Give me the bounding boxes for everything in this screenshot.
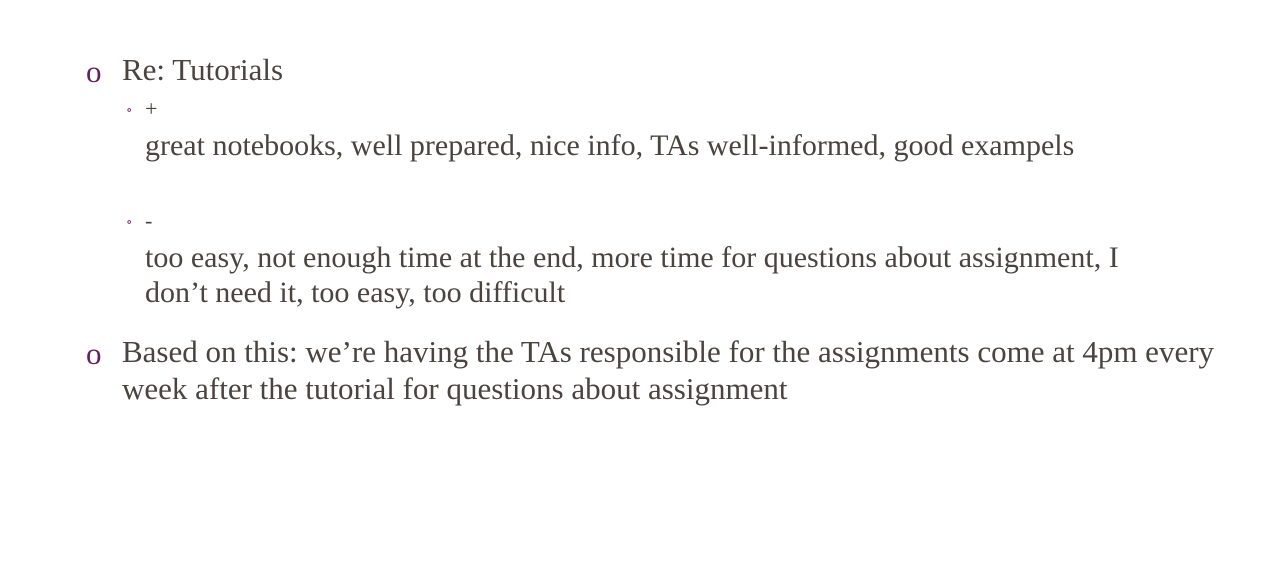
- bullet-text-based-on-this: Based on this: we’re having the TAs responsible for the assignments come at 4pm every week after the tutorial for questions about assignment: [122, 334, 1215, 406]
- bullet-icon: o: [86, 336, 102, 371]
- bullet-text-tutorials: Re: Tutorials: [122, 52, 284, 87]
- sub-bullet-icon: ∘: [126, 102, 133, 117]
- negative-feedback-text: too easy, not enough time at the end, more time for questions about assignment, I don’t need it, too easy, too difficult: [145, 241, 1119, 309]
- sub-bullet-icon: ∘: [126, 214, 133, 229]
- plus-marker: +: [145, 96, 158, 121]
- bullet-icon: o: [86, 54, 102, 89]
- positive-feedback-text: great notebooks, well prepared, nice info, TAs well-informed, good exampels: [145, 129, 1075, 162]
- minus-marker: -: [145, 208, 153, 233]
